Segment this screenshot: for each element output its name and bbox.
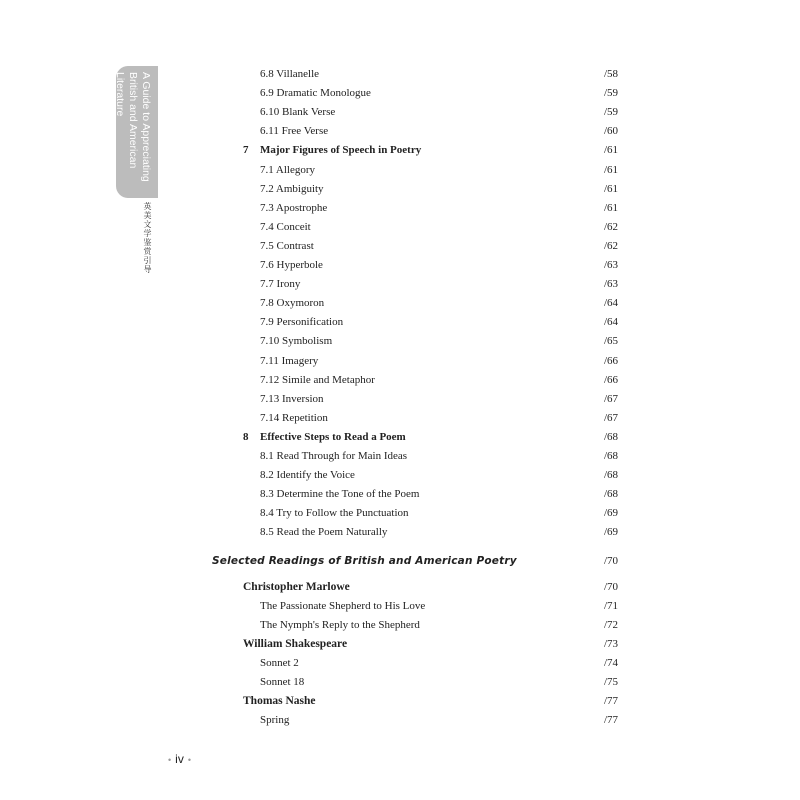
- toc-entry-page: /68: [604, 469, 619, 482]
- toc-entry-page: /65: [604, 335, 619, 348]
- toc-entry-page: /68: [604, 430, 619, 443]
- toc-entry-page: /64: [604, 316, 619, 329]
- toc-entry-label: 7.6 Hyperbole: [260, 259, 323, 271]
- toc-entry-label: William Shakespeare: [243, 637, 348, 650]
- toc-entry-sub: [0, 164, 800, 183]
- toc-entry-label: 6.10 Blank Verse: [260, 106, 336, 119]
- toc-entry-work: [0, 676, 800, 695]
- page-footer: [164, 752, 195, 766]
- toc-entry-page: /59: [604, 87, 619, 100]
- toc-entry-label: 8.5 Read the Poem Naturally: [260, 526, 388, 539]
- toc-entry-page: /66: [604, 354, 619, 367]
- toc-entry-page: /58: [604, 68, 619, 80]
- toc-entry-page: /64: [604, 297, 619, 310]
- toc-entry-label: 7.12 Simile and Metaphor: [260, 373, 375, 386]
- toc-entry-page: /62: [604, 239, 619, 252]
- toc-entry-sub: [0, 106, 800, 125]
- toc-entry-page: /69: [604, 526, 619, 539]
- toc-entry-label: 7.4 Conceit: [260, 220, 311, 233]
- toc-entry-sub: [0, 125, 800, 144]
- footer-dot-left: •: [168, 755, 172, 765]
- toc-entry-author: [0, 638, 800, 657]
- toc-entry-chap: [0, 144, 800, 163]
- toc-entry-page: /66: [604, 373, 619, 386]
- toc-entry-label: Spring: [260, 714, 290, 727]
- toc-entry-label: Sonnet 2: [260, 656, 299, 669]
- toc-entry-work: [0, 600, 800, 619]
- toc-entry-page: /59: [604, 106, 619, 119]
- toc-entry-sub: [0, 183, 800, 202]
- toc-entry-page: /68: [604, 488, 619, 501]
- toc-entry-label: 8.2 Identify the Voice: [260, 469, 355, 482]
- toc-entry-sub: [0, 68, 800, 87]
- toc-entry-sub: [0, 355, 800, 374]
- toc-entry-label: The Passionate Shepherd to His Love: [260, 599, 426, 612]
- toc-entry-page: /77: [604, 714, 619, 727]
- toc-entry-sub: [0, 87, 800, 106]
- toc-entry-label: The Nymph's Reply to the Shepherd: [260, 618, 420, 631]
- toc-entry-page: /61: [604, 163, 619, 176]
- toc-entry-page: /67: [604, 411, 619, 424]
- toc-entry-page: /61: [604, 144, 619, 157]
- toc-entry-work: [0, 714, 800, 733]
- toc-entry-page: /61: [604, 182, 619, 195]
- toc-entry-sub: [0, 526, 800, 545]
- footer-dot-right: •: [187, 755, 191, 765]
- toc-entry-page: /68: [604, 450, 619, 462]
- toc-entry-label: 7.10 Symbolism: [260, 335, 333, 348]
- toc-entry-label: 7.13 Inversion: [260, 392, 324, 405]
- toc-entry-sub: [0, 374, 800, 393]
- toc-entry-label: 7.5 Contrast: [260, 239, 314, 252]
- toc-entry-page: /62: [604, 220, 619, 233]
- toc-entry-sub: [0, 450, 800, 469]
- toc-entry-sub: [0, 297, 800, 316]
- toc-entry-sub: [0, 259, 800, 278]
- toc-chapter-number: 8: [243, 430, 249, 443]
- toc-entry-sub: [0, 335, 800, 354]
- side-chinese-title: 英美文学鉴赏引导: [143, 202, 152, 274]
- toc-entry-label: Selected Readings of British and American Poetry: [212, 554, 517, 567]
- toc-entry-label: 8.4 Try to Follow the Punctuation: [260, 507, 409, 520]
- toc-entry-label: Christopher Marlowe: [243, 580, 350, 593]
- toc-entry-page: /71: [604, 599, 619, 612]
- toc-entry-sub: [0, 507, 800, 526]
- toc-entry-label: 8.3 Determine the Tone of the Poem: [260, 488, 420, 501]
- toc-entry-sub: [0, 278, 800, 297]
- toc-entry-page: /74: [604, 656, 619, 669]
- side-tab-title-line1: A Guide to Appreciating: [140, 72, 152, 182]
- toc-entry-page: /73: [604, 637, 619, 650]
- toc-entry-label: 7.11 Imagery: [260, 354, 319, 367]
- toc-entry-label: Thomas Nashe: [243, 695, 316, 708]
- toc-entry-label: Effective Steps to Read a Poem: [260, 430, 406, 443]
- toc-entry-page: /61: [604, 201, 619, 214]
- toc-entry-page: /72: [604, 618, 619, 631]
- toc-entry-label: Major Figures of Speech in Poetry: [260, 144, 422, 157]
- toc-entry-label: 6.9 Dramatic Monologue: [260, 87, 371, 100]
- toc-entry-label: 6.11 Free Verse: [260, 125, 329, 138]
- toc-entry-page: /70: [604, 554, 619, 567]
- toc-entry-sub: [0, 316, 800, 335]
- toc-entry-sub: [0, 412, 800, 431]
- page-number: iv: [175, 752, 184, 766]
- toc-entry-author: [0, 581, 800, 600]
- toc-entry-sub: [0, 393, 800, 412]
- toc-chapter-number: 7: [243, 144, 249, 157]
- toc-entry-work: [0, 657, 800, 676]
- toc-entry-chap: [0, 431, 800, 450]
- toc-entry-author: [0, 695, 800, 714]
- toc-entry-label: 6.8 Villanelle: [260, 68, 320, 80]
- toc-entry-page: /75: [604, 676, 619, 688]
- toc-entry-sub: [0, 221, 800, 240]
- side-tab-title-line2: British and American Literature: [114, 72, 139, 169]
- toc-entry-label: 7.14 Repetition: [260, 411, 328, 424]
- toc-entry-sub: [0, 202, 800, 221]
- toc-entry-work: [0, 619, 800, 638]
- toc-entry-page: /67: [604, 392, 619, 405]
- toc-entry-label: 7.7 Irony: [260, 278, 301, 291]
- toc-entry-page: /70: [604, 580, 619, 593]
- toc-entry-sub: [0, 469, 800, 488]
- toc-entry-label: 8.1 Read Through for Main Ideas: [260, 450, 408, 462]
- toc-entry-page: /63: [604, 259, 619, 271]
- toc-entry-page: /77: [604, 695, 619, 708]
- toc-entry-label: 7.8 Oxymoron: [260, 297, 325, 310]
- toc-entry-label: Sonnet 18: [260, 676, 305, 688]
- toc-entry-sub: [0, 488, 800, 507]
- toc-entry-page: /63: [604, 278, 619, 291]
- toc-entry-label: 7.2 Ambiguity: [260, 182, 324, 195]
- toc-entry-sub: [0, 240, 800, 259]
- toc-entry-section: [0, 555, 800, 574]
- toc-entry-label: 7.1 Allegory: [260, 163, 315, 176]
- toc-entry-label: 7.9 Personification: [260, 316, 344, 329]
- toc-entry-label: 7.3 Apostrophe: [260, 201, 328, 214]
- toc-entry-page: /60: [604, 125, 619, 138]
- toc-entry-page: /69: [604, 507, 619, 520]
